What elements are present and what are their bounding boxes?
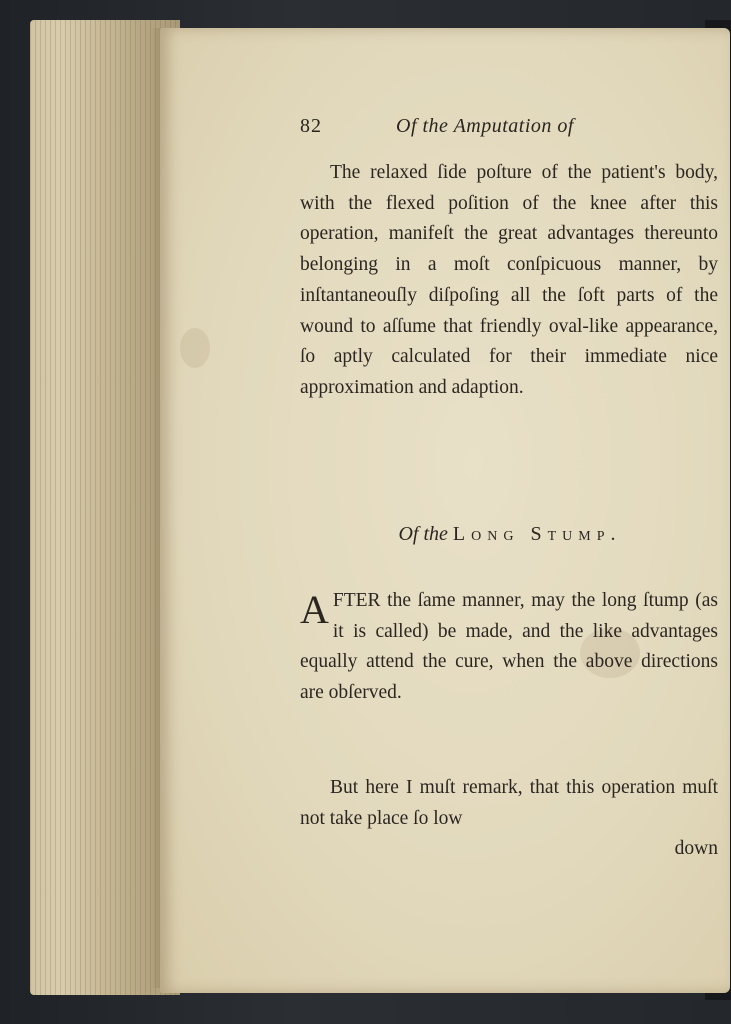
section-heading-caps: Long Stump. bbox=[452, 523, 622, 545]
paragraph-1: The relaxed ſide poſture of the patient's body, with the flexed poſition of the knee after this operation, manifeſt the great advantages thereunto belonging in a moſt conſpicuous manner, by inſtantaneouſly diſpoſing all the ſoft parts of the wound to aſſume that friendly oval-like appearance, ſo aptly calculated for their immediate nice approximation and adaption. bbox=[300, 162, 718, 398]
drop-cap: A bbox=[300, 587, 329, 632]
paragraph-3: But here I muſt remark, that this operation muſt not take place ſo low bbox=[300, 777, 718, 829]
running-head bbox=[300, 115, 720, 145]
page-number: 82 bbox=[300, 115, 322, 137]
section-heading-italic: Of the bbox=[398, 523, 448, 545]
section-heading bbox=[300, 523, 720, 546]
paragraph-2-text: FTER the ſame manner, may the long ſtump (as it is called) be made, and the like advantages equally attend the cure, when the above directions are obſerved. bbox=[300, 590, 718, 704]
paper-stain bbox=[180, 328, 210, 368]
paragraph-2 bbox=[300, 586, 718, 709]
catchword: down bbox=[674, 838, 718, 859]
running-head-title: Of the Amputation of bbox=[396, 115, 574, 137]
